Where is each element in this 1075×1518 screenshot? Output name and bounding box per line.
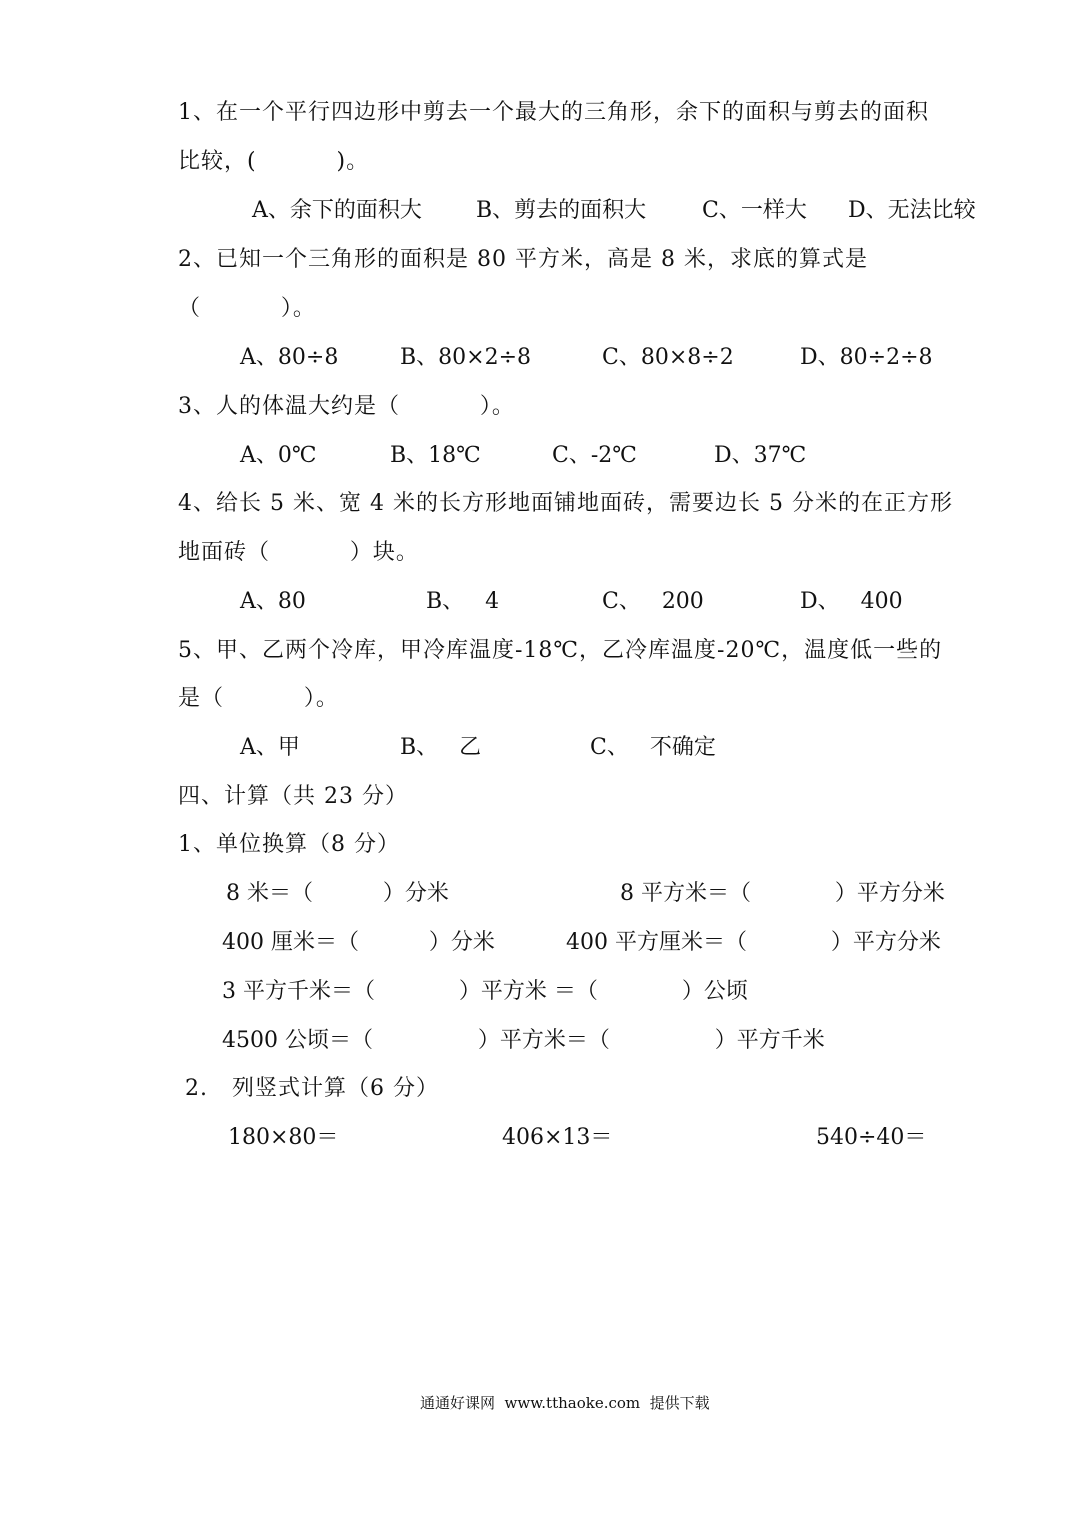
q2-option-c: C、80×8÷2 [602, 345, 734, 370]
unit-conversion-title: 1、单位换算（8 分） [178, 832, 400, 857]
q2-line2: （ ）。 [178, 296, 316, 321]
q4-option-c: C、 200 [602, 589, 704, 614]
section4-title: 四、计算（共 23 分） [178, 784, 408, 809]
q4-option-b: B、 4 [426, 589, 500, 614]
q4-line2: 地面砖（ ）块。 [178, 540, 419, 565]
q2-option-b: B、80×2÷8 [400, 345, 532, 370]
q5-line1: 5、甲、乙两个冷库，甲冷库温度-18℃，乙冷库温度-20℃，温度低一些的 [178, 638, 943, 663]
q4-option-a: A、80 [240, 589, 306, 614]
q2-option-d: D、80÷2÷8 [800, 345, 933, 370]
q3-option-b: B、18℃ [390, 443, 481, 468]
vertical-calc-title: 2. 列竖式计算（6 分） [185, 1076, 439, 1101]
q3-option-c: C、-2℃ [552, 443, 637, 468]
q1-line2: 比较，( )。 [178, 149, 370, 174]
q5-option-b: B、 乙 [400, 735, 482, 760]
q3-line1: 3、人的体温大约是（ ）。 [178, 394, 515, 419]
q5-option-c: C、 不确定 [590, 735, 716, 760]
q3-option-a: A、0℃ [240, 443, 317, 468]
conversion-item: 400 厘米＝（ ）分米 [222, 930, 495, 955]
calc-item: 406×13＝ [502, 1125, 613, 1150]
conversion-item: 3 平方千米＝（ ）平方米 ＝（ ）公顷 [222, 979, 748, 1004]
q2-line1: 2、已知一个三角形的面积是 80 平方米，高是 8 米，求底的算式是 [178, 247, 868, 272]
conversion-item: 400 平方厘米＝（ ）平方分米 [566, 930, 941, 955]
calc-item: 180×80＝ [228, 1125, 339, 1150]
calc-item: 540÷40＝ [816, 1125, 927, 1150]
footer-credit: 通通好课网 www.tthaoke.com 提供下载 [420, 1394, 710, 1412]
q1-line1: 1、在一个平行四边形中剪去一个最大的三角形，余下的面积与剪去的面积 [178, 100, 929, 125]
q2-option-a: A、80÷8 [240, 345, 339, 370]
q5-option-a: A、甲 [240, 735, 300, 760]
q1-option-c: C、一样大 [702, 198, 807, 223]
q1-option-a: A、余下的面积大 [252, 198, 422, 223]
conversion-item: 4500 公顷＝（ ）平方米＝（ ）平方千米 [222, 1028, 825, 1053]
q1-option-d: D、无法比较 [848, 198, 976, 223]
q5-line2: 是（ ）。 [178, 686, 339, 711]
q4-option-d: D、 400 [800, 589, 903, 614]
conversion-item: 8 平方米＝（ ）平方分米 [620, 881, 945, 906]
q3-option-d: D、37℃ [714, 443, 807, 468]
conversion-item: 8 米＝（ ）分米 [226, 881, 449, 906]
q1-option-b: B、剪去的面积大 [476, 198, 647, 223]
q4-line1: 4、给长 5 米、宽 4 米的长方形地面铺地面砖，需要边长 5 分米的在正方形 [178, 491, 953, 516]
